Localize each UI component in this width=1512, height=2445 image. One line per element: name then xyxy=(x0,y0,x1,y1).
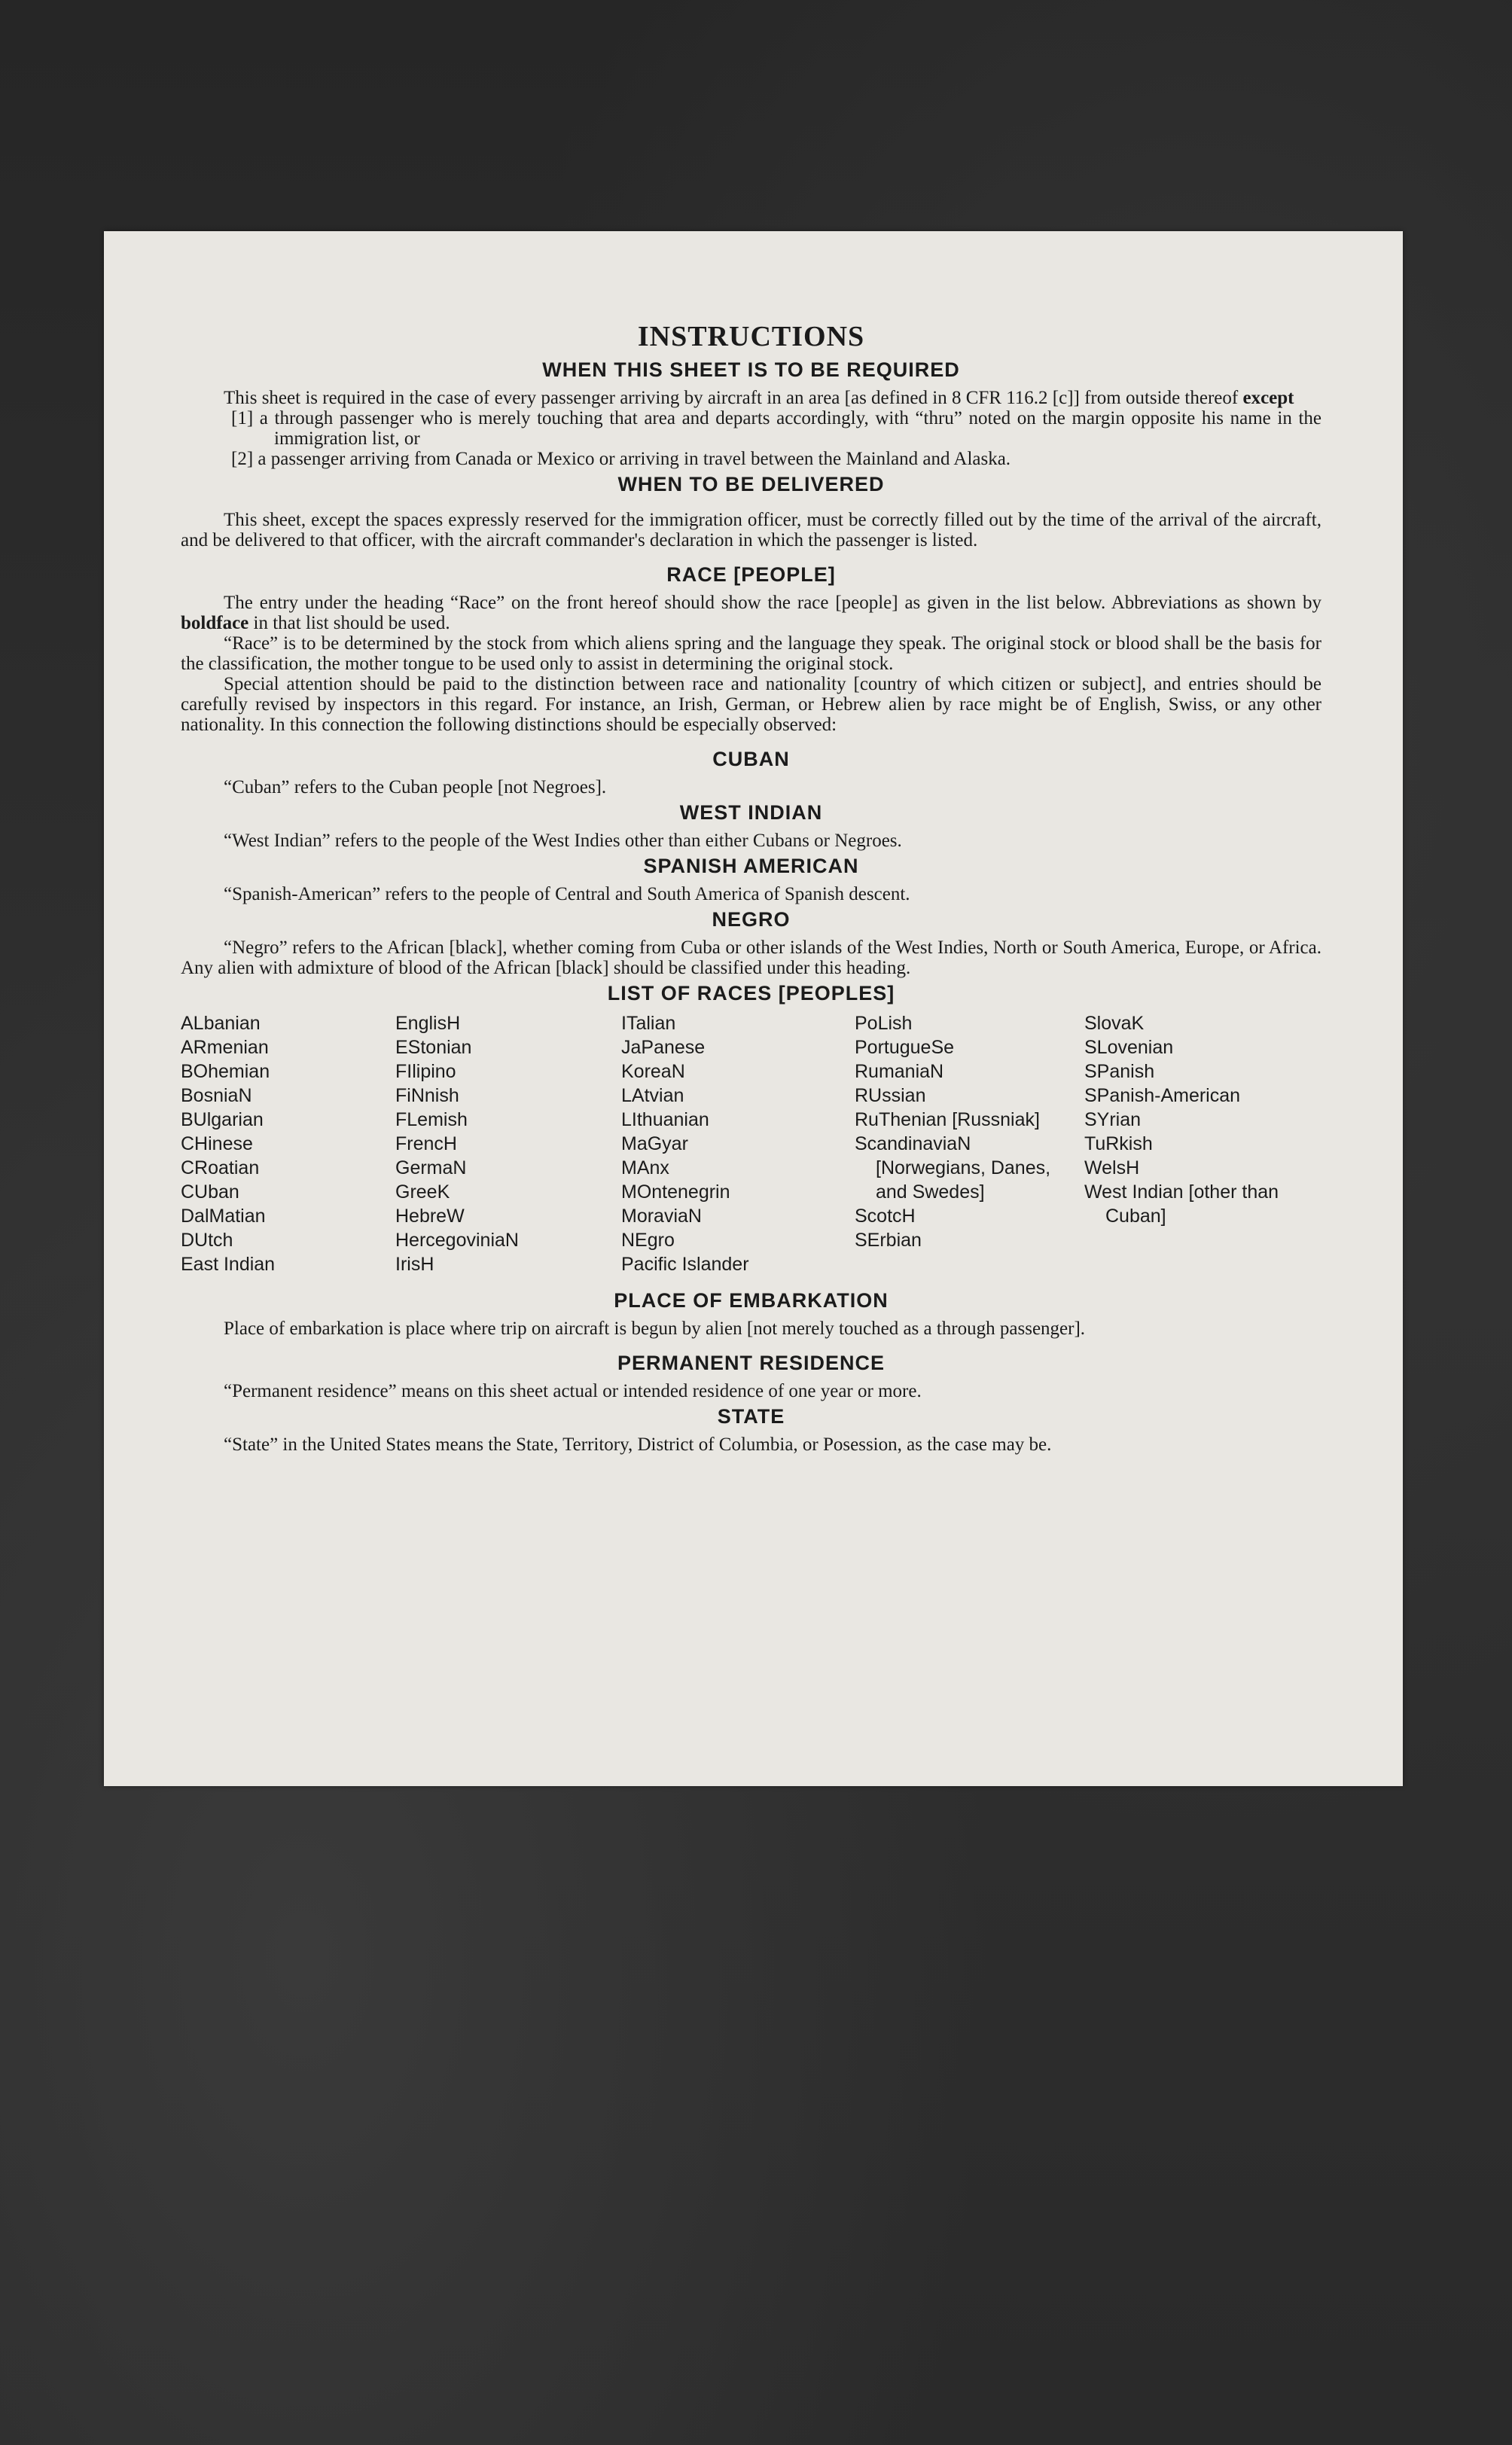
races-list xyxy=(181,1011,1321,1276)
races-column-5 xyxy=(1084,1011,1288,1276)
heading-negro: NEGRO xyxy=(712,908,791,931)
race-item: ALbanian xyxy=(181,1013,261,1034)
required-item-2: [2] a passenger arriving from Canada or Mexico or arriving in travel between the Mainland and Alaska. xyxy=(231,449,1011,469)
race-item: Pacific Islander xyxy=(621,1254,749,1275)
heading-state: STATE xyxy=(717,1405,785,1428)
race-item: SYrian xyxy=(1084,1109,1142,1130)
race-item: GermaN xyxy=(395,1157,467,1178)
race-item: ITalian xyxy=(621,1013,676,1034)
race-item: MAnx xyxy=(621,1157,669,1178)
race-item: HebreW xyxy=(395,1206,465,1227)
race-item: BOhemian xyxy=(181,1061,270,1082)
state-text: “State” in the United States means the State, Territory, District of Columbia, or Posession, as the case may be. xyxy=(224,1434,1052,1455)
heading-place-of-embarkation: PLACE OF EMBARKATION xyxy=(614,1289,889,1312)
race-item: GreeK xyxy=(395,1181,450,1203)
race-item: MoraviaN xyxy=(621,1206,702,1227)
race-item: RUssian xyxy=(855,1085,926,1106)
spanish-american-text: “Spanish-American” refers to the people of Central and South America of Spanish descent. xyxy=(224,884,910,904)
race-item: East Indian xyxy=(181,1254,276,1275)
race-para-1 xyxy=(181,593,1321,633)
race-item: EnglisH xyxy=(395,1013,461,1034)
race-item: FrencH xyxy=(395,1133,457,1154)
race-item: BosniaN xyxy=(181,1085,252,1106)
heading-cuban: CUBAN xyxy=(712,748,790,770)
race-item: FIlipino xyxy=(395,1061,456,1082)
race-item: SLovenian xyxy=(1084,1037,1174,1058)
heading-race: RACE [PEOPLE] xyxy=(666,563,836,586)
race-item: CHinese xyxy=(181,1133,253,1154)
race-item: FLemish xyxy=(395,1109,468,1130)
race-item: HercegoviniaN xyxy=(395,1230,519,1251)
heading-west-indian: WEST INDIAN xyxy=(679,801,823,824)
west-indian-text: “West Indian” refers to the people of the West Indies other than either Cubans or Negroes. xyxy=(224,831,902,851)
page-title: INSTRUCTIONS xyxy=(637,321,865,352)
instruction-sheet xyxy=(104,231,1403,1786)
delivered-text: This sheet, except the spaces expressly reserved for the immigration officer, must be correctly filled out by the time of the arrival of the aircraft, and be delivered to that officer, with the aircraft commander's declaration in which the passenger is listed. xyxy=(181,510,1321,550)
required-except: except xyxy=(1242,388,1294,408)
race-item: PortugueSe xyxy=(855,1037,955,1058)
races-column-3 xyxy=(621,1011,855,1276)
race-item: DUtch xyxy=(181,1230,233,1251)
race-item: JaPanese xyxy=(621,1037,706,1058)
race-item: LIthuanian xyxy=(621,1109,709,1130)
race-item: ARmenian xyxy=(181,1037,269,1058)
race-item: RuThenian [Russniak] xyxy=(855,1109,1040,1130)
races-column-4 xyxy=(855,1011,1084,1276)
race-item: WelsH xyxy=(1084,1157,1140,1178)
race-item: TuRkish xyxy=(1084,1133,1153,1154)
races-column-1 xyxy=(181,1011,395,1276)
negro-text: “Negro” refers to the African [black], whether coming from Cuba or other islands of the West Indies, North or South America, Europe, or Africa. Any alien with admixture of blood of the African [black] should be classified under this heading. xyxy=(181,937,1321,978)
race-para-2: “Race” is to be determined by the stock from which aliens spring and the language they speak. The original stock or blood shall be the basis for the classification, the mother tongue to be used only to assist in determining the original stock. xyxy=(181,633,1321,674)
race-item: PoLish xyxy=(855,1013,913,1034)
race-item: SlovaK xyxy=(1084,1013,1145,1034)
race-para-1-boldface: boldface xyxy=(181,613,249,633)
required-item-1: [1] a through passenger who is merely touching that area and departs accordingly, with “thru” noted on the margin opposite his name in the immigration list, or xyxy=(231,408,1321,449)
required-intro-text: This sheet is required in the case of every passenger arriving by aircraft in an area [as defined in 8 CFR 116.2 [c]] from outside thereof xyxy=(224,388,1243,408)
embarkation-text: Place of embarkation is place where trip on aircraft is begun by alien [not merely touched as a through passenger]. xyxy=(224,1319,1086,1339)
race-item: SErbian xyxy=(855,1230,922,1251)
residence-text: “Permanent residence” means on this sheet actual or intended residence of one year or more. xyxy=(224,1381,922,1401)
race-item: ScandinaviaN [Norwegians, Danes, and Swedes] xyxy=(855,1133,1051,1203)
heading-when-delivered: WHEN TO BE DELIVERED xyxy=(617,473,885,495)
race-para-1-c: in that list should be used. xyxy=(248,613,450,633)
race-item: CRoatian xyxy=(181,1157,260,1178)
race-item: RumaniaN xyxy=(855,1061,944,1082)
race-item: ScotcH xyxy=(855,1206,916,1227)
race-item: SPanish-American xyxy=(1084,1085,1241,1106)
race-para-1-a: The entry under the heading “Race” on the front hereof should show the race [people] as given in the list below. Abbreviations as shown by xyxy=(224,593,1321,613)
race-para-3: Special attention should be paid to the distinction between race and nationality [country of which citizen or subject], and entries should be carefully revised by inspectors in this regard. For instance, an Irish, German, or Hebrew alien by race might be of English, Swiss, or any other nationality. In this connection the following distinctions should be especially observed: xyxy=(181,674,1321,735)
race-item: NEgro xyxy=(621,1230,675,1251)
race-item: West Indian [other than Cuban] xyxy=(1084,1181,1279,1227)
required-intro xyxy=(181,388,1321,408)
race-item: DalMatian xyxy=(181,1206,266,1227)
race-item: MaGyar xyxy=(621,1133,688,1154)
race-item: FiNnish xyxy=(395,1085,459,1106)
heading-when-required: WHEN THIS SHEET IS TO BE REQUIRED xyxy=(542,358,960,381)
cuban-text: “Cuban” refers to the Cuban people [not Negroes]. xyxy=(224,777,607,797)
race-item: SPanish xyxy=(1084,1061,1155,1082)
race-item: LAtvian xyxy=(621,1085,684,1106)
race-item: MOntenegrin xyxy=(621,1181,730,1203)
race-item: BUlgarian xyxy=(181,1109,264,1130)
race-item: KoreaN xyxy=(621,1061,685,1082)
heading-spanish-american: SPANISH AMERICAN xyxy=(643,855,859,877)
race-item: CUban xyxy=(181,1181,239,1203)
heading-list-of-races: LIST OF RACES [PEOPLES] xyxy=(607,982,895,1005)
races-column-2 xyxy=(395,1011,621,1276)
race-item: EStonian xyxy=(395,1037,472,1058)
race-item: IrisH xyxy=(395,1254,434,1275)
heading-permanent-residence: PERMANENT RESIDENCE xyxy=(617,1352,886,1374)
